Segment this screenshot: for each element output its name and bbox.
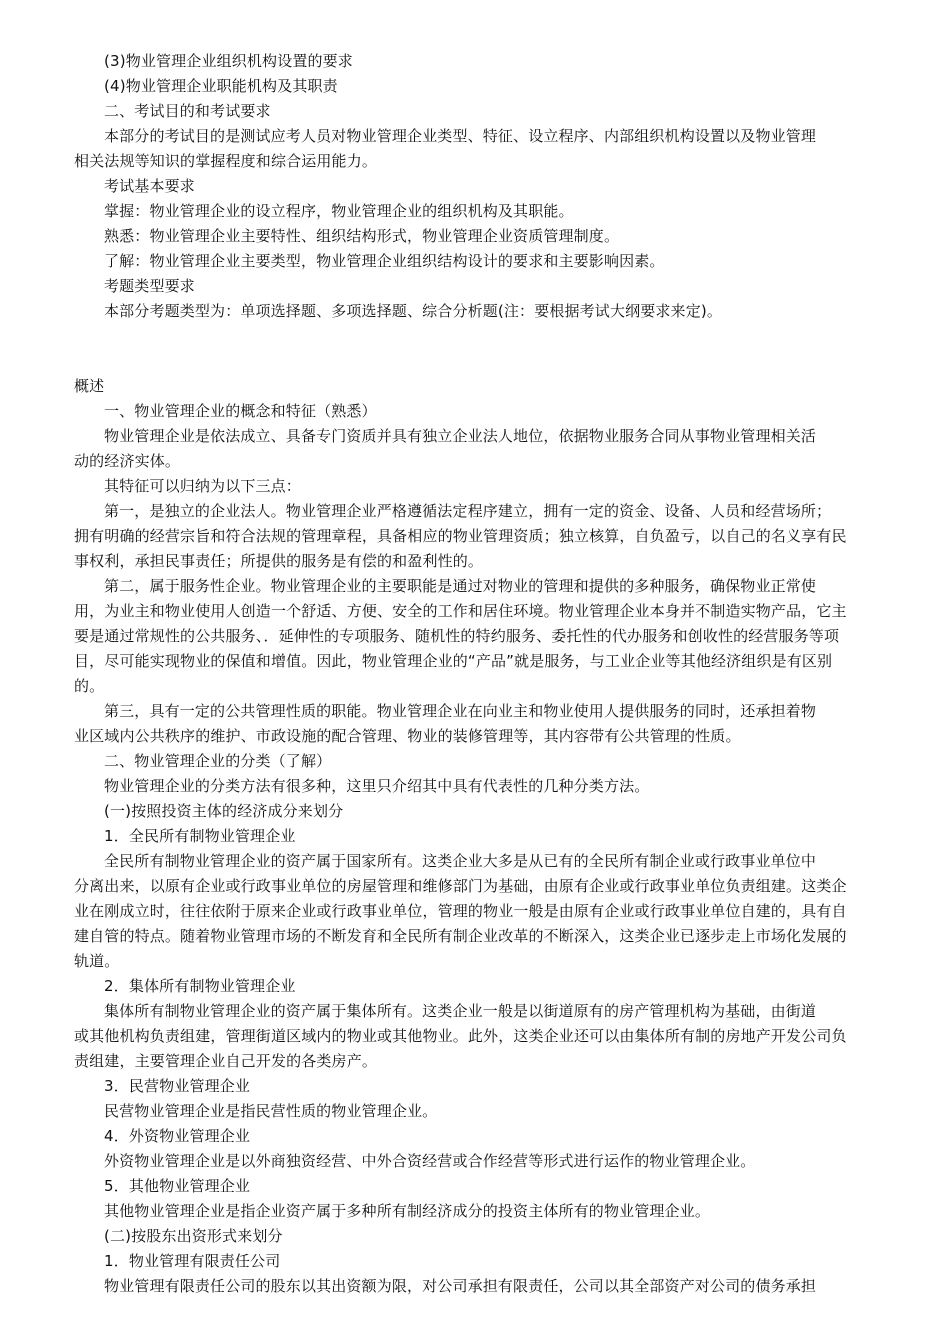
paragraph-line: 熟悉：物业管理企业主要特性、组织结构形式，物业管理企业资质管理制度。 [104,227,620,245]
subheading: 1．全民所有制物业管理企业 [104,827,296,845]
subheading: (二)按股东出资形式来划分 [104,1227,283,1245]
paragraph-line: 动的经济实体。 [74,452,181,470]
section-heading: 一、物业管理企业的概念和特征（熟悉） [104,402,377,420]
paragraph-line: 业在刚成立时，往往依附于原来企业或行政事业单位，管理的物业一般是由原有企业或行政事业单位自建的，具有自 [74,902,847,920]
section-item: (3)物业管理企业组织机构设置的要求 [104,52,353,70]
paragraph-line: 了解：物业管理企业主要类型，物业管理企业组织结构设计的要求和主要影响因素。 [104,252,665,270]
subheading: 3．民营物业管理企业 [104,1077,251,1095]
paragraph-line: 本部分考题类型为：单项选择题、多项选择题、综合分析题(注：要根据考试大纲要求来定)。 [104,302,723,320]
paragraph-line: 相关法规等知识的掌握程度和综合运用能力。 [74,152,378,170]
paragraph-line: 物业管理企业是依法成立、具备专门资质并具有独立企业法人地位，依据物业服务合同从事物业管理相关活 [104,427,817,445]
paragraph-line: 拥有明确的经营宗旨和符合法规的管理章程，具备相应的物业管理资质；独立核算，自负盈亏，以自己的名义享有民 [74,527,847,545]
paragraph-line: 第三，具有一定的公共管理性质的职能。物业管理企业在向业主和物业使用人提供服务的同时，还承担着物 [104,702,817,720]
paragraph-line: 其他物业管理企业是指企业资产属于多种所有制经济成分的投资主体所有的物业管理企业。 [104,1202,711,1220]
paragraph-line: 责组建，主要管理企业自己开发的各类房产。 [74,1052,378,1070]
paragraph-line: 物业管理企业的分类方法有很多种，这里只介绍其中具有代表性的几种分类方法。 [104,777,650,795]
section-item: (4)物业管理企业职能机构及其职责 [104,77,338,95]
subheading: 4．外资物业管理企业 [104,1127,251,1145]
paragraph-line: 第二，属于服务性企业。物业管理企业的主要职能是通过对物业的管理和提供的多种服务，确保物业正常使 [104,577,817,595]
paragraph-line: 建自管的特点。随着物业管理市场的不断发育和全民所有制企业改革的不断深入，这类企业已逐步走上市场化发展的 [74,927,847,945]
section-heading: 二、考试目的和考试要求 [104,102,271,120]
paragraph-line: 的。 [74,677,105,695]
paragraph-line: 或其他机构负责组建，管理街道区域内的物业或其他物业。此外，这类企业还可以由集体所有制的房地产开发公司负 [74,1027,847,1045]
subheading: 考题类型要求 [104,277,195,295]
paragraph-line: 本部分的考试目的是测试应考人员对物业管理企业类型、特征、设立程序、内部组织机构设置以及物业管理 [104,127,817,145]
paragraph-line: 轨道。 [74,952,120,970]
paragraph-line: 事权利，承担民事责任；所提供的服务是有偿的和盈利性的。 [74,552,484,570]
paragraph-line: 其特征可以归纳为以下三点： [104,477,301,495]
paragraph-line: 业区域内公共秩序的维护、市政设施的配合管理、物业的装修管理等，其内容带有公共管理的性质。 [74,727,741,745]
paragraph-line: 掌握：物业管理企业的设立程序，物业管理企业的组织机构及其职能。 [104,202,574,220]
subheading: (一)按照投资主体的经济成分来划分 [104,802,344,820]
paragraph-line: 外资物业管理企业是以外商独资经营、中外合资经营或合作经营等形式进行运作的物业管理企业。 [104,1152,756,1170]
paragraph-line: 全民所有制物业管理企业的资产属于国家所有。这类企业大多是从已有的全民所有制企业或行政事业单位中 [104,852,817,870]
paragraph-line: 目，尽可能实现物业的保值和增值。因此，物业管理企业的“产品”就是服务，与工业企业等其他经济组织是有区别 [74,652,833,670]
paragraph-line: 民营物业管理企业是指民营性质的物业管理企业。 [104,1102,438,1120]
paragraph-line: 要是通过常规性的公共服务、．延伸性的专项服务、随机性的特约服务、委托性的代办服务和创收性的经营服务等项 [74,627,840,645]
subheading: 5．其他物业管理企业 [104,1177,251,1195]
paragraph-line: 分离出来，以原有企业或行政事业单位的房屋管理和维修部门为基础，由原有企业或行政事业单位负责组建。这类企 [74,877,847,895]
chapter-heading: 概述 [74,377,105,395]
subheading: 1．物业管理有限责任公司 [104,1252,281,1270]
subheading: 2．集体所有制物业管理企业 [104,977,296,995]
paragraph-line: 物业管理有限责任公司的股东以其出资额为限，对公司承担有限责任，公司以其全部资产对公司的债务承担 [104,1277,817,1295]
paragraph-line: 集体所有制物业管理企业的资产属于集体所有。这类企业一般是以街道原有的房产管理机构为基础，由街道 [104,1002,817,1020]
paragraph-line: 用，为业主和物业使用人创造一个舒适、方便、安全的工作和居住环境。物业管理企业本身并不制造实物产品，它主 [74,602,847,620]
paragraph-line: 第一，是独立的企业法人。物业管理企业严格遵循法定程序建立，拥有一定的资金、设备、人员和经营场所； [104,502,832,520]
subheading: 考试基本要求 [104,177,195,195]
section-heading: 二、物业管理企业的分类（了解） [104,752,332,770]
